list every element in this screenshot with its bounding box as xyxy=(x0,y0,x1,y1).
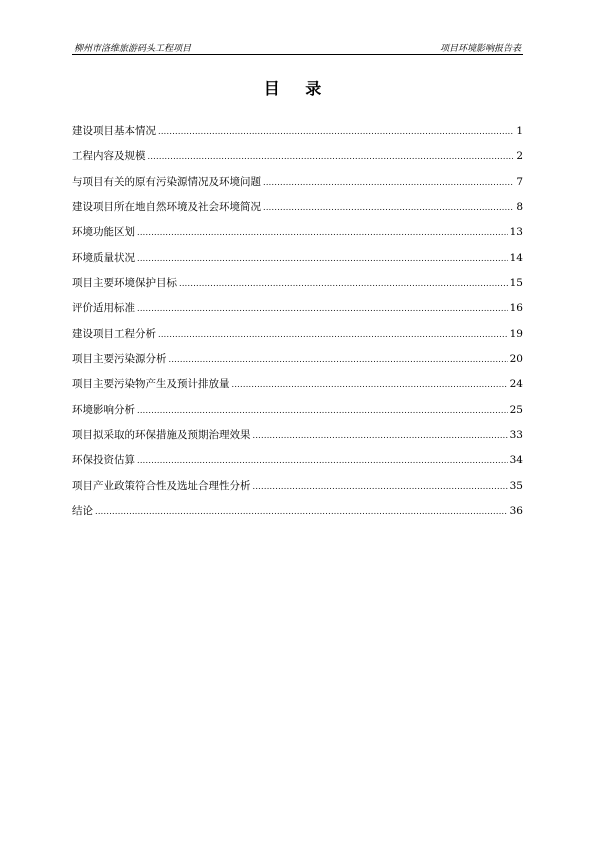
toc-entry-page-number: 8 xyxy=(516,201,523,214)
toc-dot-leader xyxy=(137,228,508,237)
toc-dot-leader xyxy=(253,482,508,491)
toc-dot-leader xyxy=(179,279,508,288)
toc-entry-label: 评价适用标准 xyxy=(72,302,135,315)
toc-entry-label: 环保投资估算 xyxy=(72,454,135,467)
toc-dot-leader xyxy=(137,456,508,465)
header-project-name: 柳州市洛维旅游码头工程项目 xyxy=(74,44,192,54)
toc-entry[interactable] xyxy=(72,452,523,477)
header-report-type: 项目环境影响报告表 xyxy=(439,44,521,54)
toc-dot-leader xyxy=(263,178,513,187)
toc-entry[interactable] xyxy=(72,224,523,249)
toc-dot-leader xyxy=(253,431,508,440)
toc-entry-page-number: 25 xyxy=(509,403,523,416)
toc-entry[interactable] xyxy=(72,174,523,199)
toc-entry-label: 与项目有关的原有污染源情况及环境问题 xyxy=(72,175,261,188)
page-header xyxy=(72,38,523,55)
toc-entry[interactable] xyxy=(72,123,523,148)
toc-dot-leader xyxy=(169,355,508,364)
toc-entry-label: 项目产业政策符合性及选址合理性分析 xyxy=(72,479,251,492)
toc-dot-leader xyxy=(137,254,508,263)
toc-entry[interactable] xyxy=(72,326,523,351)
toc-dot-leader xyxy=(137,406,508,415)
toc-dot-leader xyxy=(148,152,514,161)
toc-entry-page-number: 35 xyxy=(509,479,523,492)
toc-entry-label: 环境影响分析 xyxy=(72,403,135,416)
toc-entry[interactable] xyxy=(72,503,523,528)
toc-entry-page-number: 2 xyxy=(516,150,523,163)
toc-entry[interactable] xyxy=(72,402,523,427)
toc-entry-label: 环境质量状况 xyxy=(72,251,135,264)
page-title: 目 录 xyxy=(263,79,332,98)
toc-entry-label: 项目拟采取的环保措施及预期治理效果 xyxy=(72,429,251,442)
toc-entry[interactable] xyxy=(72,250,523,275)
toc-entry-label: 结论 xyxy=(72,505,93,518)
toc-entry[interactable] xyxy=(72,376,523,401)
toc-entry-label: 建设项目基本情况 xyxy=(72,125,156,137)
toc-entry[interactable] xyxy=(72,300,523,325)
toc-entry-page-number: 16 xyxy=(509,302,523,315)
toc-entry-page-number: 7 xyxy=(516,175,523,188)
toc-entry-label: 项目主要污染源分析 xyxy=(72,353,167,366)
toc-entry[interactable] xyxy=(72,148,523,173)
toc-entry-label: 建设项目工程分析 xyxy=(72,327,156,340)
toc-entry-page-number: 34 xyxy=(509,454,523,467)
toc-entry[interactable] xyxy=(72,427,523,452)
toc-entry-page-number: 36 xyxy=(509,505,523,518)
toc-entry[interactable] xyxy=(72,275,523,300)
toc-dot-leader xyxy=(232,380,508,389)
toc-entry-page-number: 33 xyxy=(509,429,523,442)
toc-entry-label: 环境功能区划 xyxy=(72,226,135,239)
toc-entry-page-number: 15 xyxy=(509,277,523,290)
toc-entry-label: 项目主要环境保护目标 xyxy=(72,277,177,290)
toc-entry-label: 工程内容及规模 xyxy=(72,150,146,163)
toc-entry-label: 项目主要污染物产生及预计排放量 xyxy=(72,378,230,391)
toc-entry[interactable] xyxy=(72,199,523,224)
table-of-contents xyxy=(72,123,523,529)
toc-dot-leader xyxy=(158,330,508,339)
toc-entry[interactable] xyxy=(72,478,523,503)
toc-entry-page-number: 20 xyxy=(509,353,523,366)
toc-dot-leader xyxy=(158,127,513,136)
toc-dot-leader xyxy=(137,304,508,313)
toc-dot-leader xyxy=(263,203,513,212)
toc-entry-page-number: 24 xyxy=(509,378,523,391)
toc-entry-page-number: 1 xyxy=(516,125,523,137)
toc-entry-page-number: 19 xyxy=(509,327,523,340)
toc-entry-page-number: 13 xyxy=(509,226,523,239)
toc-entry-page-number: 14 xyxy=(509,251,523,264)
toc-dot-leader xyxy=(95,507,508,516)
toc-entry-label: 建设项目所在地自然环境及社会环境简况 xyxy=(72,201,261,214)
toc-entry[interactable] xyxy=(72,351,523,376)
